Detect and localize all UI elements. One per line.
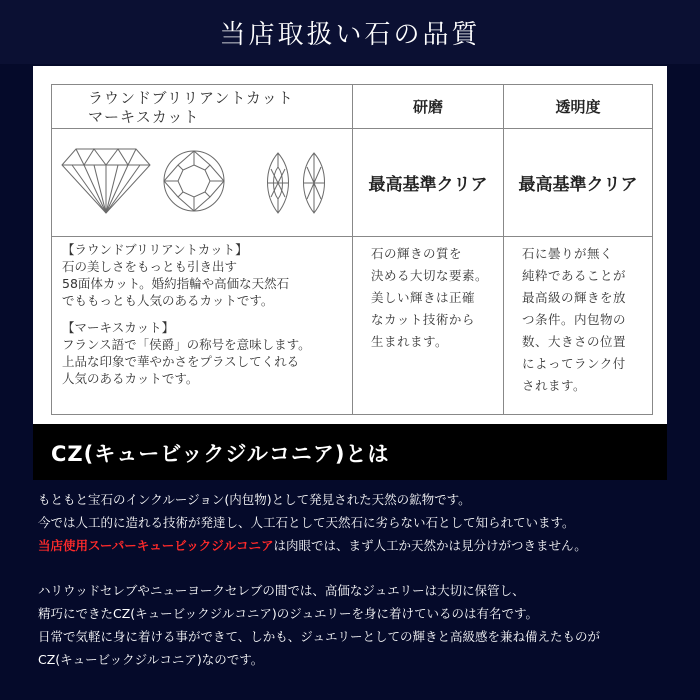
cz-paragraph-line: 日常で気軽に身に着ける事ができて、しかも、ジュエリーとしての輝きと高級感を兼ね備えたものが — [38, 629, 601, 644]
round-cut-line: 石の美しさをもっとも引き出す — [62, 259, 238, 274]
cz-paragraph-line: もともと宝石のインクルージョン(内包物)として発見された天然の鉱物です。 — [38, 492, 471, 507]
cz-paragraph-line — [38, 534, 678, 557]
clarity-line: 純粋であることが — [522, 268, 627, 283]
marquise-cut-line: 上品な印象で華やかさをプラスしてくれる — [62, 354, 300, 369]
clarity-heading: 透明度 — [504, 85, 653, 129]
clarity-line: 石に曇りが無く — [522, 246, 614, 261]
quality-panel — [33, 66, 667, 424]
clarity-rating: 最高基準クリア — [504, 129, 653, 237]
clarity-line: によってランク付 — [522, 356, 626, 371]
clarity-line: つ条件。内包物の — [522, 312, 627, 327]
cz-paragraph-line: CZ(キュービックジルコニア)なのです。 — [38, 652, 264, 667]
clarity-description-cell — [504, 237, 653, 415]
marquise-side-icon — [304, 153, 325, 213]
round-cut-line: 58面体カット。婚約指輪や高価な天然石 — [62, 276, 290, 291]
clarity-line: されます。 — [522, 378, 587, 393]
round-cut-title: 【ラウンドブリリアントカット】 — [62, 242, 248, 257]
cz-paragraph-line: 今では人工的に造れる技術が発達し、人工石として天然石に劣らない石として知られています。 — [38, 515, 575, 530]
round-cut-line: でももっとも人気のあるカットです。 — [62, 293, 274, 308]
cz-paragraph-line: ハリウッドセレブやニューヨークセレブの間では、高価なジュエリーは大切に保管し、 — [38, 583, 525, 598]
cut-icons-cell — [52, 129, 353, 237]
polish-line: 生まれます。 — [371, 334, 449, 349]
polish-line: 決める大切な要素。 — [371, 268, 489, 283]
header — [0, 0, 700, 64]
quality-table — [51, 84, 653, 415]
polish-line: 美しい輝きは正確 — [371, 290, 476, 305]
diamond-top-icon — [164, 151, 224, 211]
clarity-line: 数、大きさの位置 — [522, 334, 627, 349]
cut-heading-cell — [52, 85, 353, 129]
cz-paragraph-line: 精巧にできたCZ(キュービックジルコニア)のジュエリーを身に着けているのは有名です。 — [38, 606, 538, 621]
marquise-cut-title: 【マーキスカット】 — [62, 320, 175, 335]
polish-line: なカット技術から — [371, 312, 475, 327]
polish-line: 石の輝きの質を — [371, 246, 463, 261]
polish-rating: 最高基準クリア — [353, 129, 504, 237]
table-description-row — [52, 237, 653, 415]
page-title: 当店取扱い石の品質 — [219, 19, 481, 50]
cut-illustrations — [52, 129, 352, 237]
marquise-cut-line: フランス語で「侯爵」の称号を意味します。 — [62, 337, 311, 352]
marquise-top-icon — [268, 153, 289, 213]
table-icon-row — [52, 129, 653, 237]
polish-heading: 研磨 — [353, 85, 504, 129]
marquise-cut-line: 人気のあるカットです。 — [62, 371, 199, 386]
polish-description-cell — [353, 237, 504, 415]
highlight-product-name: 当店使用スーパーキュービックジルコニア — [38, 538, 274, 553]
cz-title-band — [33, 424, 667, 480]
clarity-line: 最高級の輝きを放 — [522, 290, 627, 305]
diamond-side-icon — [62, 149, 150, 213]
cut-heading-round: ラウンドブリリアントカット — [88, 89, 294, 107]
table-header-row — [52, 85, 653, 129]
cz-line-rest: は肉眼では、まず人工か天然かは見分けがつきません。 — [273, 538, 587, 553]
cut-heading-marquise: マーキスカット — [88, 108, 200, 126]
cz-section-title: CZ(キュービックジルコニア)とは — [51, 442, 390, 466]
cut-description-cell — [52, 237, 353, 415]
cz-description — [38, 488, 678, 671]
